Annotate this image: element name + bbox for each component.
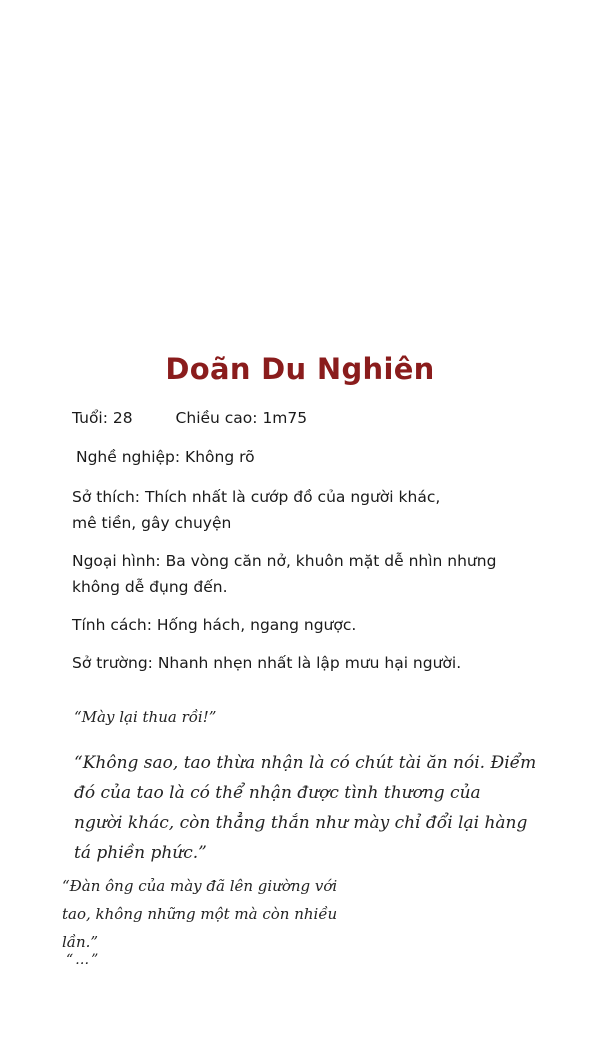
personality-text: Tính cách: Hống hách, ngang ngược. xyxy=(72,616,357,634)
quote-3-line-1: “Đàn ông của mày đã lên giường với xyxy=(62,877,338,895)
quote-2 xyxy=(74,748,544,868)
quote-2-line-1: “Không sao, tao thừa nhận là có chút tài ăn nói. Điểm xyxy=(74,753,537,773)
quote-2-line-2: đó của tao là có thể nhận được tình thương của xyxy=(74,783,481,803)
hobby-block xyxy=(72,484,440,536)
quote-3-line-2: tao, không những một mà còn nhiều xyxy=(62,905,338,923)
quote-2-line-3: người khác, còn thẳng thắn như mày chỉ đổi lại hàng xyxy=(74,813,528,833)
character-name-title: Doãn Du Nghiên xyxy=(165,352,435,386)
looks-line-2: không dễ đụng đến. xyxy=(72,578,228,596)
quote-1: “Mày lại thua rồi!” xyxy=(74,708,217,726)
job-text: Nghề nghiệp: Không rõ xyxy=(76,448,255,466)
hobby-line-2: mê tiền, gây chuyện xyxy=(72,514,232,532)
age-height-row xyxy=(72,405,307,431)
height-text: Chiều cao: 1m75 xyxy=(175,409,308,427)
looks-block xyxy=(72,548,496,600)
strength-text: Sở trường: Nhanh nhẹn nhất là lập mưu hại người. xyxy=(72,654,462,672)
looks-line-1: Ngoại hình: Ba vòng căn nở, khuôn mặt dễ nhìn nhưng xyxy=(72,552,497,570)
quote-3-line-3: lần.” xyxy=(62,933,99,951)
quote-3 xyxy=(62,872,362,956)
quote-4-ellipsis: “…” xyxy=(66,952,101,968)
quote-2-line-4: tá phiền phức.” xyxy=(74,843,207,863)
age-text: Tuổi: 28 xyxy=(72,409,133,427)
hobby-line-1: Sở thích: Thích nhất là cướp đồ của người khác, xyxy=(72,488,441,506)
